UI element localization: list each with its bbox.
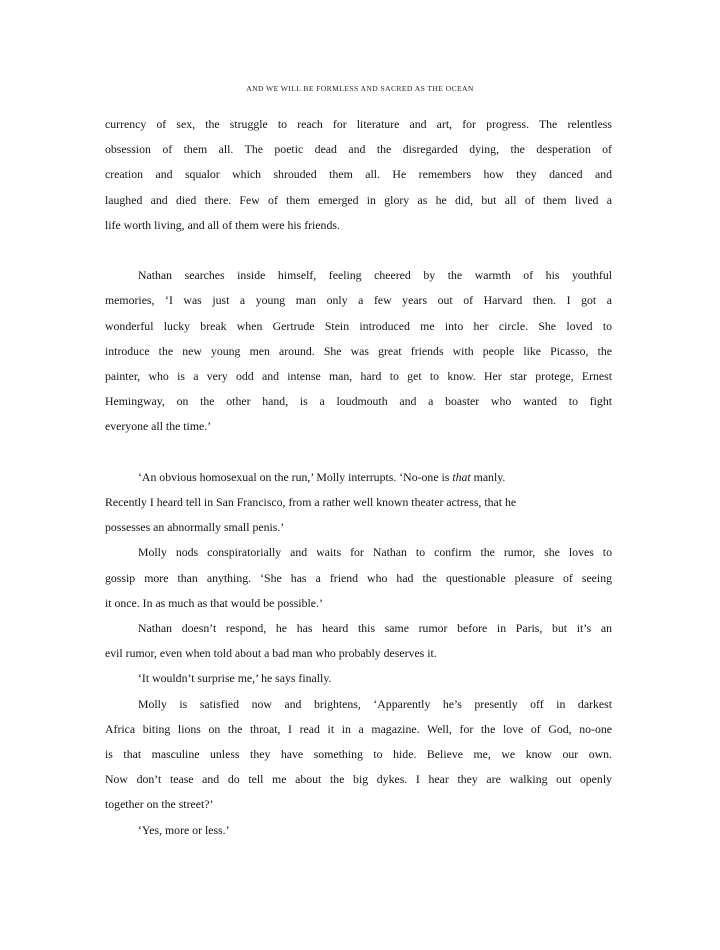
text-line: Africa biting lions on the throat, I read it in a magazine. Well, for the love of God, no-one: [105, 721, 612, 736]
text-line: wonderful lucky break when Gertrude Stein introduced me into her circle. She loved to: [105, 318, 612, 333]
text-line: together on the street?’: [105, 797, 214, 812]
body-text: [105, 112, 612, 843]
running-header: AND WE WILL BE FORMLESS AND SACRED AS THE OCEAN: [246, 84, 474, 93]
text-line: laughed and died there. Few of them emerged in glory as he did, but all of them lived a: [105, 192, 612, 207]
paragraph: [105, 692, 612, 818]
paragraph: [105, 540, 612, 616]
text-line: life worth living, and all of them were his friends.: [105, 217, 340, 232]
text-line: creation and squalor which shrouded them all. He remembers how they danced and: [105, 167, 612, 182]
text-line: Recently I heard tell in San Francisco, from a rather well known theater actress, that he: [105, 495, 517, 510]
text-line: ‘It wouldn’t surprise me,’ he says finally.: [138, 671, 332, 686]
text-line: Molly nods conspiratorially and waits for Nathan to confirm the rumor, she loves to: [138, 545, 612, 560]
text-line: currency of sex, the struggle to reach for literature and art, for progress. The relentless: [105, 117, 612, 131]
text-line: painter, who is a very odd and intense man, hard to get to know. Her star protege, Ernest: [105, 369, 612, 384]
text-line: it once. In as much as that would be possible.’: [105, 595, 323, 610]
paragraph: [105, 666, 612, 691]
paragraph: [105, 112, 612, 238]
text-line: Hemingway, on the other hand, is a loudmouth and a boaster who wanted to fight: [105, 394, 612, 409]
text-line: introduce the new young men around. She was great friends with people like Picasso, the: [105, 343, 612, 358]
text-line: Nathan searches inside himself, feeling cheered by the warmth of his youthful: [138, 268, 612, 283]
text-line: memories, ‘I was just a young man only a few years out of Harvard then. I got a: [105, 293, 612, 308]
paragraph: [105, 263, 612, 439]
text-line: everyone all the time.’: [105, 419, 212, 434]
text-line: is that masculine unless they have something to hide. Believe me, we know our own.: [105, 747, 612, 762]
text-line: possesses an abnormally small penis.’: [105, 520, 285, 535]
text-line: gossip more than anything. ‘She has a friend who had the questionable pleasure of seeing: [105, 570, 612, 585]
text-line: evil rumor, even when told about a bad man who probably deserves it.: [105, 646, 437, 661]
paragraph: [105, 818, 612, 843]
text-line: ‘An obvious homosexual on the run,’ Molly interrupts. ‘No-one is that manly.: [138, 469, 506, 484]
text-line: Now don’t tease and do tell me about the big dykes. I hear they are walking out openly: [105, 772, 612, 787]
paragraph: [105, 616, 612, 666]
text-line: Molly is satisfied now and brightens, ‘Apparently he’s presently off in darkest: [138, 696, 612, 711]
paragraph: [105, 465, 612, 541]
text-line: obsession of them all. The poetic dead and the disregarded dying, the desperation of: [105, 142, 612, 157]
text-line: Nathan doesn’t respond, he has heard this same rumor before in Paris, but it’s an: [138, 621, 612, 636]
text-line: ‘Yes, more or less.’: [138, 822, 230, 837]
